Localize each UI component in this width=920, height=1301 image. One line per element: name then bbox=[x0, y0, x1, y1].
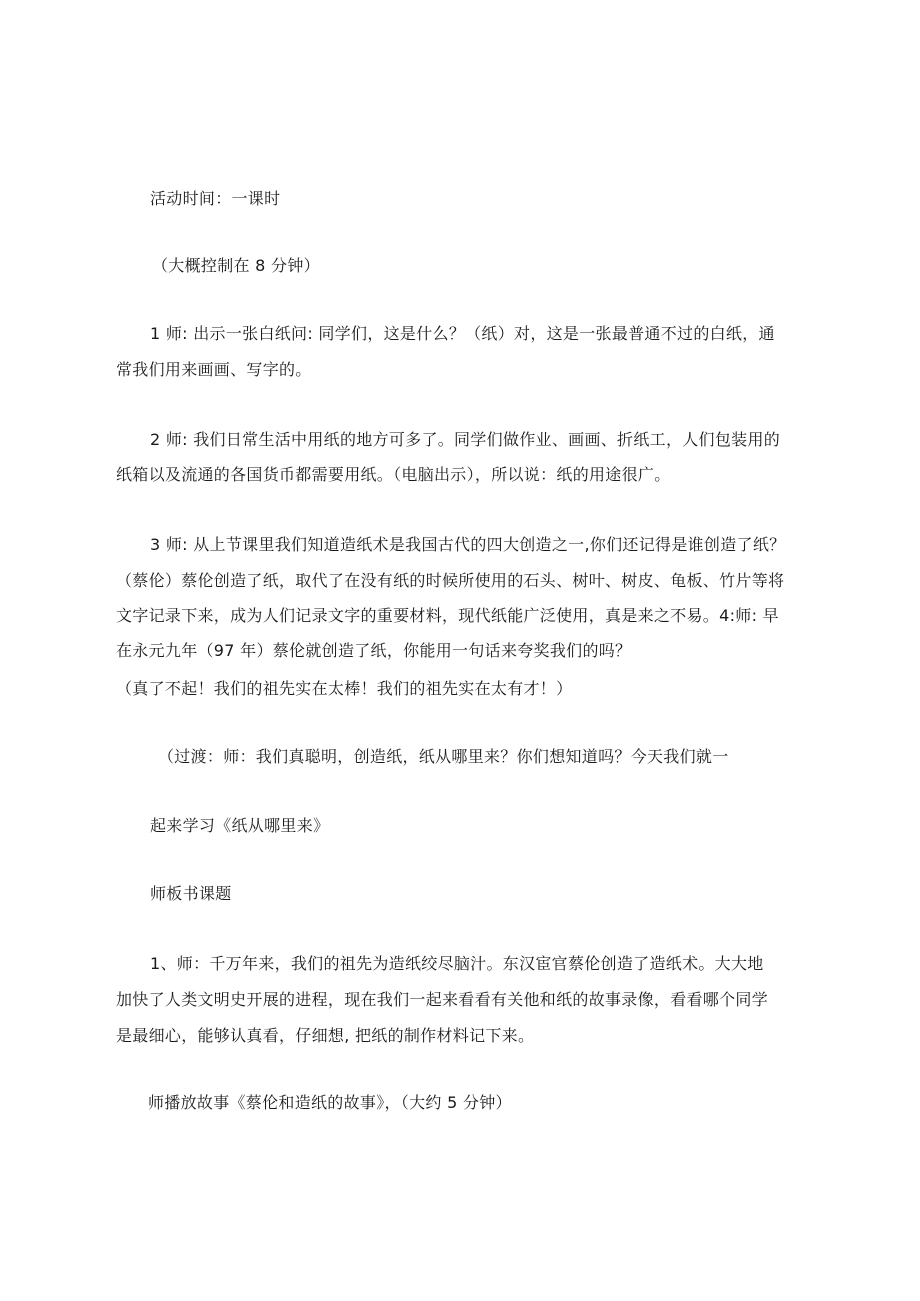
paragraph-4-line-1: 1、师：千万年来，我们的祖先为造纸绞尽脑汁。东汉宦官蔡伦创造了造纸术。大大地 bbox=[150, 954, 764, 973]
story-note: 师播放故事《蔡伦和造纸的故事》，（大约 5 分钟） bbox=[148, 1093, 512, 1112]
time-note: （大概控制在 8 分钟） bbox=[152, 256, 320, 275]
paragraph-3-line-4: 在永元九年（97 年）蔡伦就创造了纸，你能用一句话来夸奖我们的吗？ bbox=[116, 641, 632, 660]
board-title-note: 师板书课题 bbox=[150, 884, 232, 903]
paragraph-1-line-2: 常我们用来画画、写字的。 bbox=[116, 360, 312, 379]
transition-line-2: 起来学习《纸从哪里来》 bbox=[150, 816, 330, 835]
transition-line-1: （过渡：师：我们真聪明，创造纸，纸从哪里来？你们想知道吗？今天我们就一 bbox=[158, 747, 729, 766]
paragraph-1-line-1: 1 师: 出示一张白纸问: 同学们，这是什么？（纸）对，这是一张最普通不过的白纸，通 bbox=[150, 324, 775, 343]
paragraph-2-line-2: 纸箱以及流通的各国货币都需要用纸。（电脑出示），所以说：纸的用途很广。 bbox=[116, 465, 671, 484]
paragraph-4-line-3: 是最细心，能够认真看，仔细想, 把纸的制作材料记下来。 bbox=[116, 1026, 535, 1045]
paragraph-3-line-3: 文字记录下来，成为人们记录文字的重要材料，现代纸能广泛使用，真是来之不易。4:师: 早 bbox=[116, 606, 779, 625]
paragraph-3-line-1: 3 师: 从上节课里我们知道造纸术是我国古代的四大创造之一,你们还记得是谁创造了纸？ bbox=[150, 535, 786, 554]
paragraph-3-line-5: （真了不起！我们的祖先实在太棒！我们的祖先实在太有才！） bbox=[116, 679, 573, 698]
paragraph-4-line-2: 加快了人类文明史开展的进程，现在我们一起来看看有关他和纸的故事录像，看看哪个同学 bbox=[116, 990, 769, 1009]
paragraph-2-line-1: 2 师: 我们日常生活中用纸的地方可多了。同学们做作业、画画、折纸工，人们包装用的 bbox=[150, 430, 781, 449]
paragraph-3-line-2: （蔡伦）蔡伦创造了纸，取代了在没有纸的时候所使用的石头、树叶、树皮、龟板、竹片等将 bbox=[116, 571, 785, 590]
activity-time: 活动时间：一课时 bbox=[150, 189, 281, 208]
